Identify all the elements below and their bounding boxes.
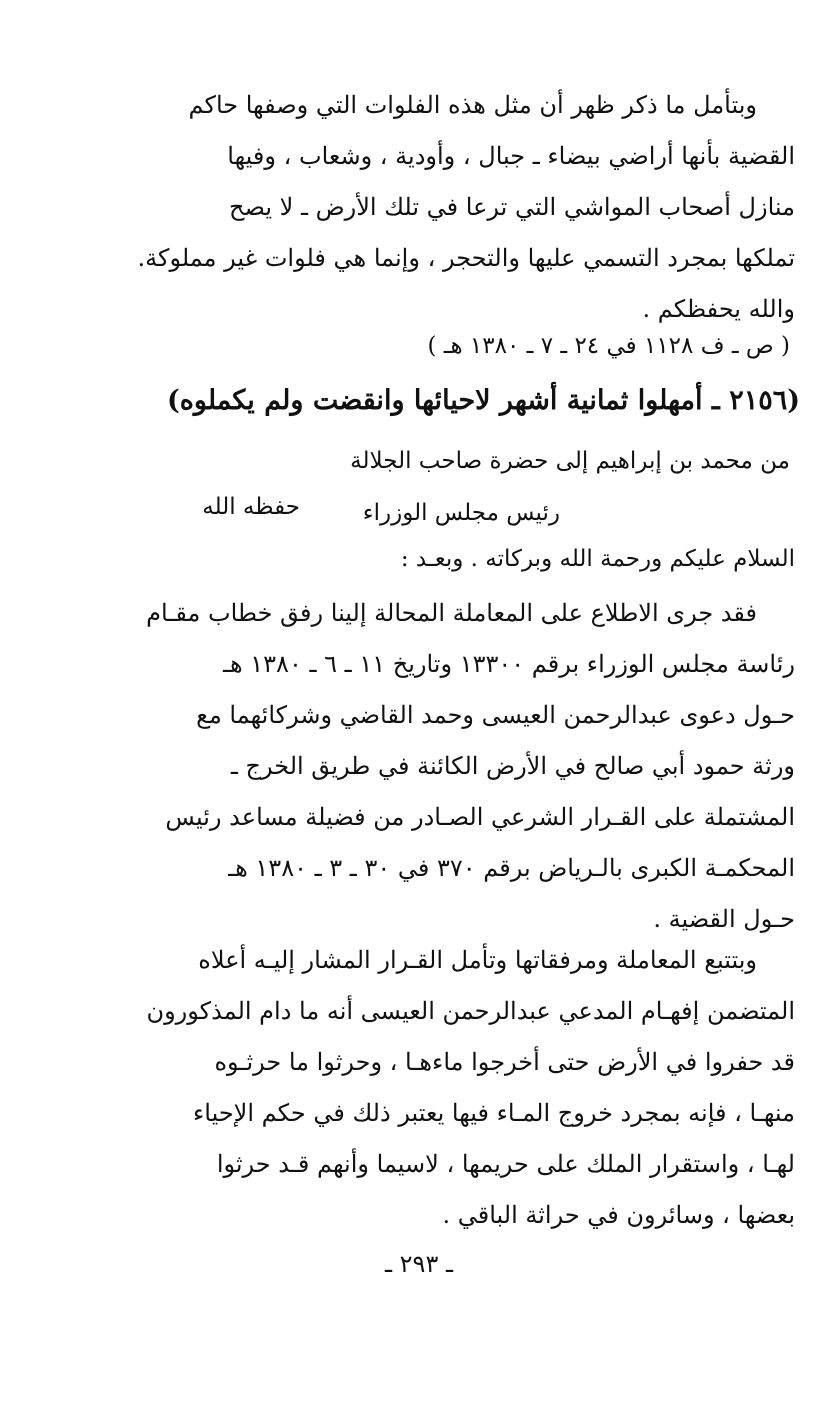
page-number: ـ ٢٩٣ ـ	[384, 1250, 453, 1278]
greeting: السلام عليكم ورحمة الله وبركاته . وبعـد :	[400, 546, 795, 572]
text-line: منهـا ، فإنه بمجرد خروج المـاء فيها يعتبر ذلك في حكم الإحياء	[193, 1099, 795, 1127]
intro-paragraph	[137, 80, 795, 335]
text-line: منازل أصحاب المواشي التي ترعا في تلك الأرض ـ لا يصح	[229, 193, 795, 221]
text-line: ورثة حمود أبي صالح في الأرض الكائنة في طريق الخرج ـ	[230, 752, 795, 780]
addressee: رئيس مجلس الوزراء	[362, 500, 560, 526]
text-line: بعضها ، وسائرون في حراثة الباقي .	[442, 1201, 795, 1229]
text-line: القضية بأنها أراضي بيضاء ـ جبال ، وأودية ، وشعاب ، وفيها	[227, 142, 795, 170]
from-line: من محمد بن إبراهيم إلى حضرة صاحب الجلالة	[350, 448, 790, 474]
text-line: وبتأمل ما ذكر ظهر أن مثل هذه الفلوات التي وصفها حاكم	[188, 91, 757, 119]
text-line: حـول دعوى عبدالرحمن العيسى وحمد القاضي وشركائهما مع	[196, 701, 795, 729]
text-line: تملكها بمجرد التسمي عليها والتحجر ، وإنما هي فلوات غير مملوكة.	[137, 244, 795, 272]
text-line: المحكمـة الكبرى بالـرياض برقم ٣٧٠ في ٣٠ ـ ٣ ـ ١٣٨٠ هـ	[228, 854, 795, 882]
reference-citation: ( ص ـ ف ١١٢٨ في ٢٤ ـ ٧ ـ ١٣٨٠ هـ )	[427, 333, 790, 359]
text-line: لهـا ، واستقرار الملك على حريمها ، لاسيما وأنهم قـد حرثوا	[216, 1150, 795, 1178]
text-line: حـول القضية .	[653, 905, 795, 933]
body-paragraph-1	[146, 588, 795, 945]
body-paragraph-2	[146, 935, 795, 1241]
text-line: فقد جرى الاطلاع على المعاملة المحالة إلينا رفق خطاب مقـام	[146, 599, 757, 627]
blessing: حفظه الله	[202, 494, 300, 520]
text-line: وبتتبع المعاملة ومرفقاتها وتأمل القـرار المشار إليـه أعلاه	[198, 946, 757, 974]
text-line: قد حفروا في الأرض حتى أخرجوا ماءهـا ، وحرثوا ما حرثـوه	[214, 1048, 795, 1076]
text-line: المشتملة على القـرار الشرعي الصـادر من فضيلة مساعد رئيس	[165, 803, 795, 831]
text-line: المتضمن إفهـام المدعي عبدالرحمن العيسى أنه ما دام المذكورون	[146, 997, 795, 1025]
text-line: والله يحفظكم .	[642, 295, 795, 323]
text-line: رئاسة مجلس الوزراء برقم ١٣٣٠٠ وتاريخ ١١ ـ ٦ ـ ١٣٨٠ هـ	[222, 650, 795, 678]
section-heading: (٢١٥٦ ـ أمهلوا ثمانية أشهر لاحيائها وانقضت ولم يكملوه)	[166, 385, 800, 416]
